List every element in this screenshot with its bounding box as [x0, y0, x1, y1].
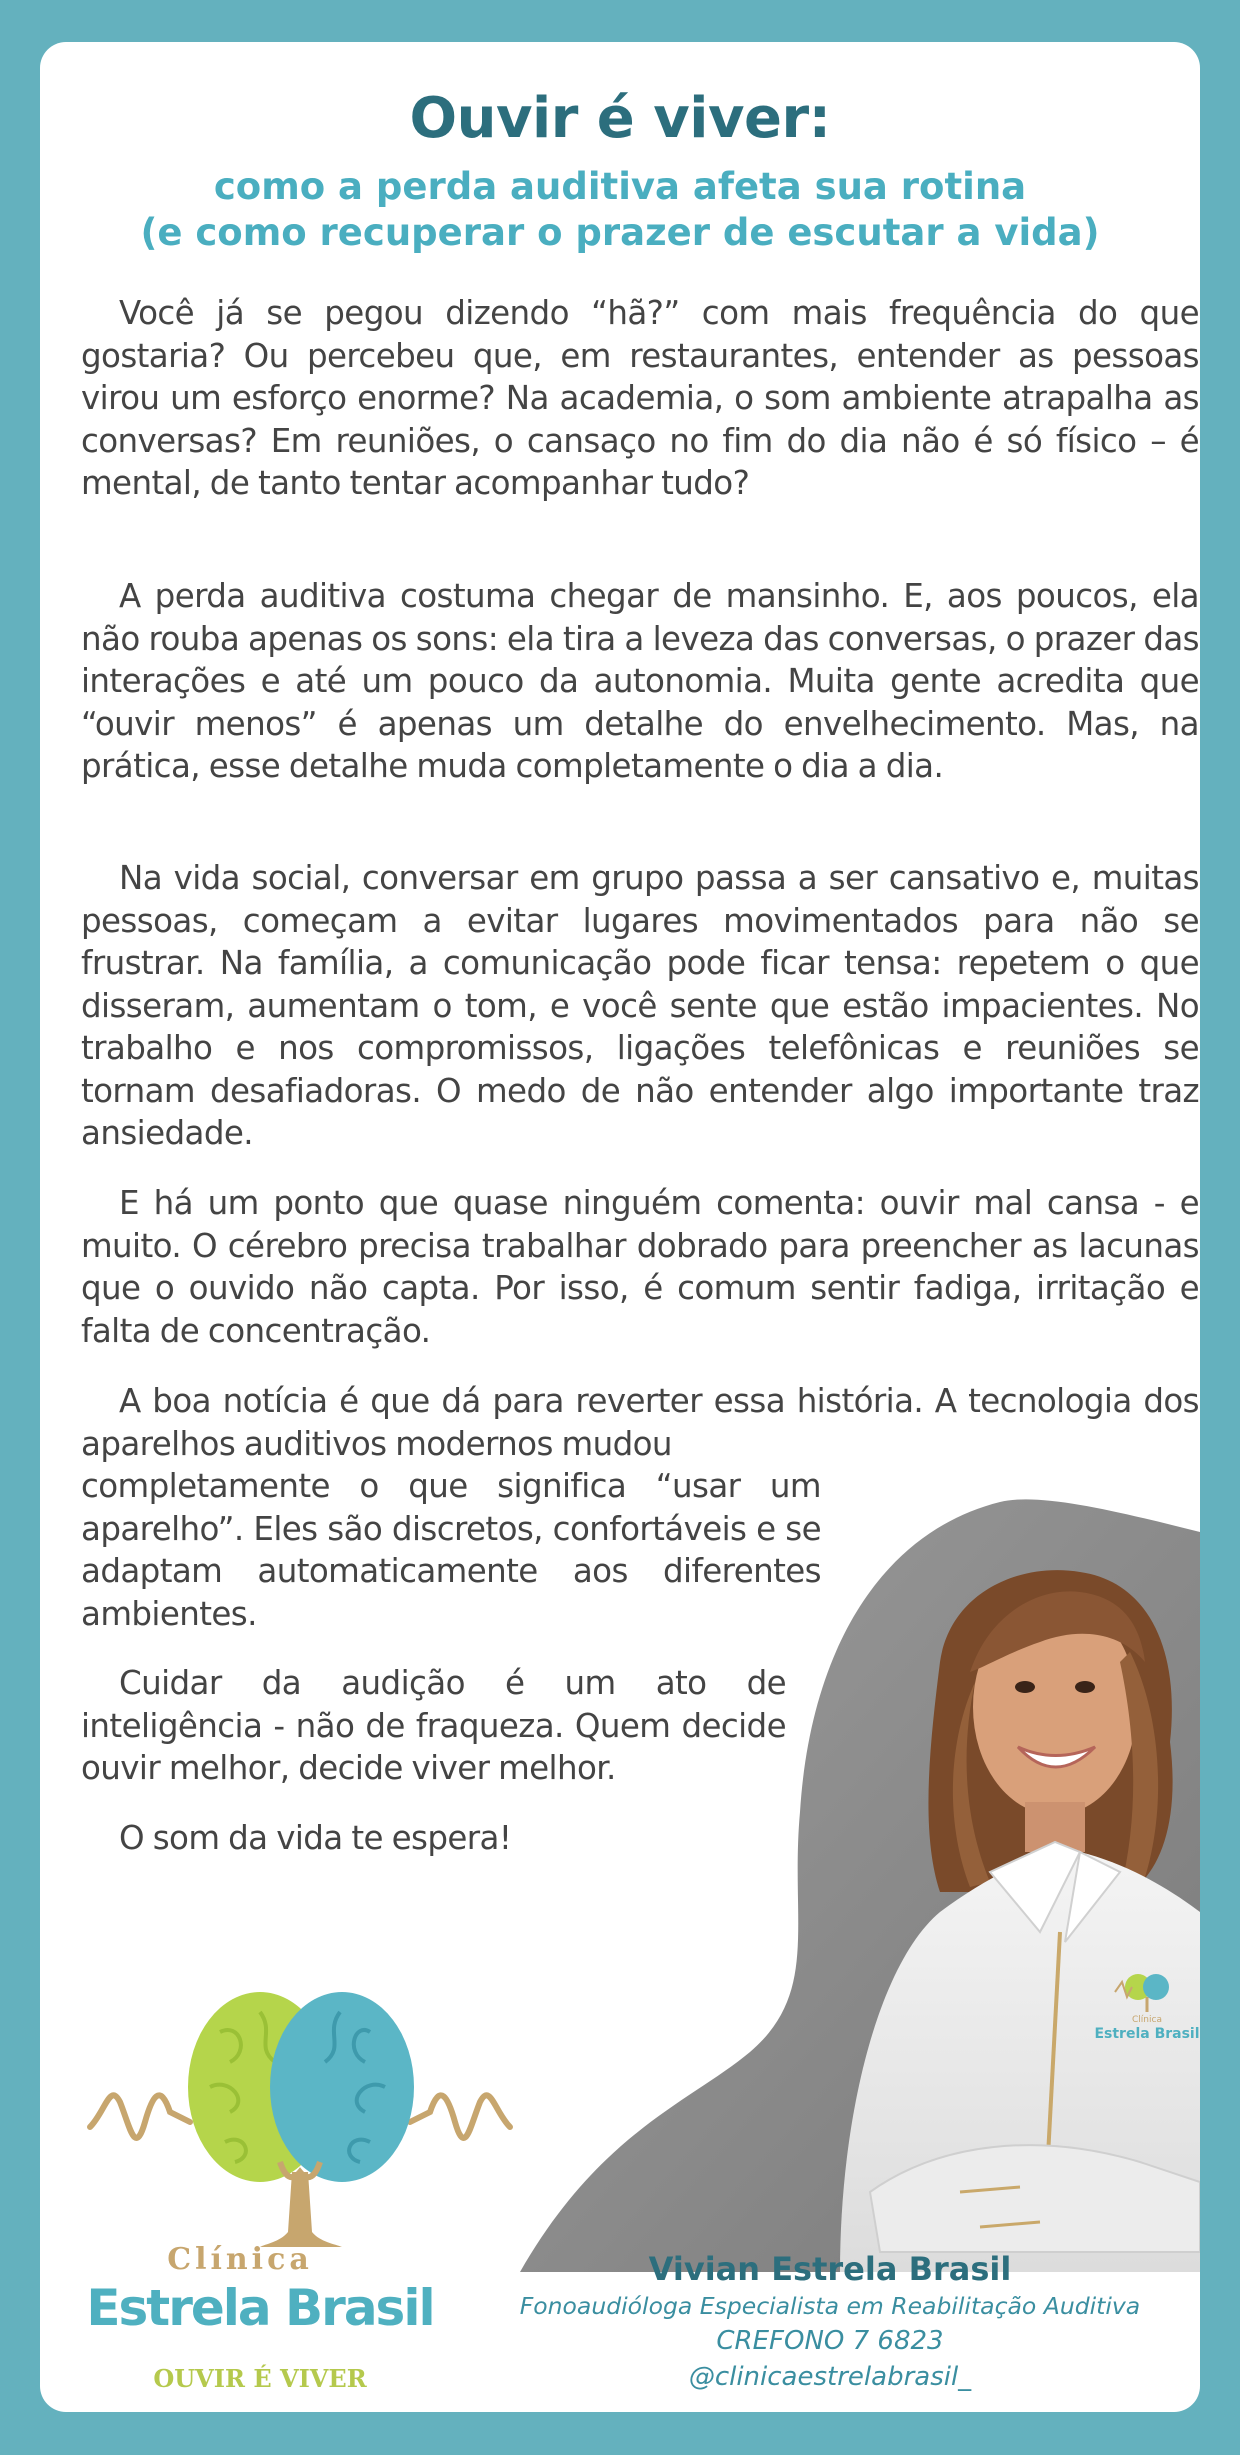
brain-right-icon [270, 1992, 414, 2182]
paragraph-7: O som da vida te espera! [119, 1819, 512, 1857]
logo-clinica-text: Clínica [167, 2242, 313, 2277]
author-name: Vivian Estrela Brasil [648, 2250, 1012, 2288]
logo-name-text: Estrela Brasil [86, 2279, 434, 2337]
page-subtitle [40, 164, 1200, 256]
paragraph-6: Cuidar da audição é um ato de inteligência - não de fraqueza. Quem decide ouvir melhor, decide viver melhor. [81, 1664, 786, 1787]
author-role: Fonoaudióloga Especialista em Reabilitação Auditiva [519, 2292, 1141, 2320]
flyer-card [40, 42, 1200, 2412]
subtitle-line-1: como a perda auditiva afeta sua rotina [213, 165, 1027, 208]
uniform-logo-clinica: Clínica [1132, 2015, 1162, 2025]
paragraph-3: Na vida social, conversar em grupo passa a ser cansativo e, muitas pessoas, começam a evitar lugares movimentados para não se frustrar. Na família, a comunicação pode ficar tensa: repetem o que disseram, aumentam o tom, e você sente que estão impacientes. No trabalho e nos compromissos, ligações telefônicas e reuniões se tornam desafiadoras. O medo de não entender algo importante traz ansiedade. [81, 859, 1199, 1152]
page-title: Ouvir é viver: [409, 86, 831, 151]
subtitle-line-2: (e como recuperar o prazer de escutar a vida) [140, 211, 1100, 254]
author-registration: CREFONO 7 6823 [716, 2326, 944, 2356]
paragraph-5-part-2: completamente o que significa “usar um aparelho”. Eles são discretos, confortáveis e se adaptam automaticamente aos diferentes ambientes. [81, 1467, 821, 1633]
paragraph-4: E há um ponto que quase ninguém comenta: ouvir mal cansa - e muito. O cérebro precisa trabalhar dobrado para preencher as lacunas que o ouvido não capta. Por isso, é comum sentir fadiga, irritação e falta de concentração. [81, 1184, 1199, 1350]
social-handle: @clinicaestrelabrasil_ [688, 2362, 972, 2392]
logo-tagline-text: OUVIR É VIVER [153, 2364, 367, 2393]
paragraph-1: Você já se pegou dizendo “hã?” com mais frequência do que gostaria? Ou percebeu que, em restaurantes, entender as pessoas virou um esforço enorme? Na academia, o som ambiente atrapalha as conversas? Em reuniões, o cansaço no fim do dia não é só físico – é mental, de tanto tentar acompanhar tudo? [81, 294, 1199, 502]
portrait-photo [520, 1492, 1200, 2272]
tree-trunk-icon [260, 2172, 342, 2247]
paragraph-2: A perda auditiva costuma chegar de mansinho. E, aos poucos, ela não rouba apenas os sons: ela tira a leveza das conversas, o prazer das interações e até um pouco da autonomia. Muita gente acredita que “ouvir menos” é apenas um detalhe do envelhecimento. Mas, na prática, esse detalhe muda completamente o dia a dia. [81, 577, 1199, 785]
uniform-logo-name: Estrela Brasil [1094, 2026, 1200, 2042]
soundwave-right-icon [410, 2095, 510, 2138]
soundwave-left-icon [90, 2095, 190, 2138]
paragraph-5-part-1: A boa notícia é que dá para reverter essa história. A tecnologia dos aparelhos auditivos modernos mudou [81, 1382, 1199, 1463]
